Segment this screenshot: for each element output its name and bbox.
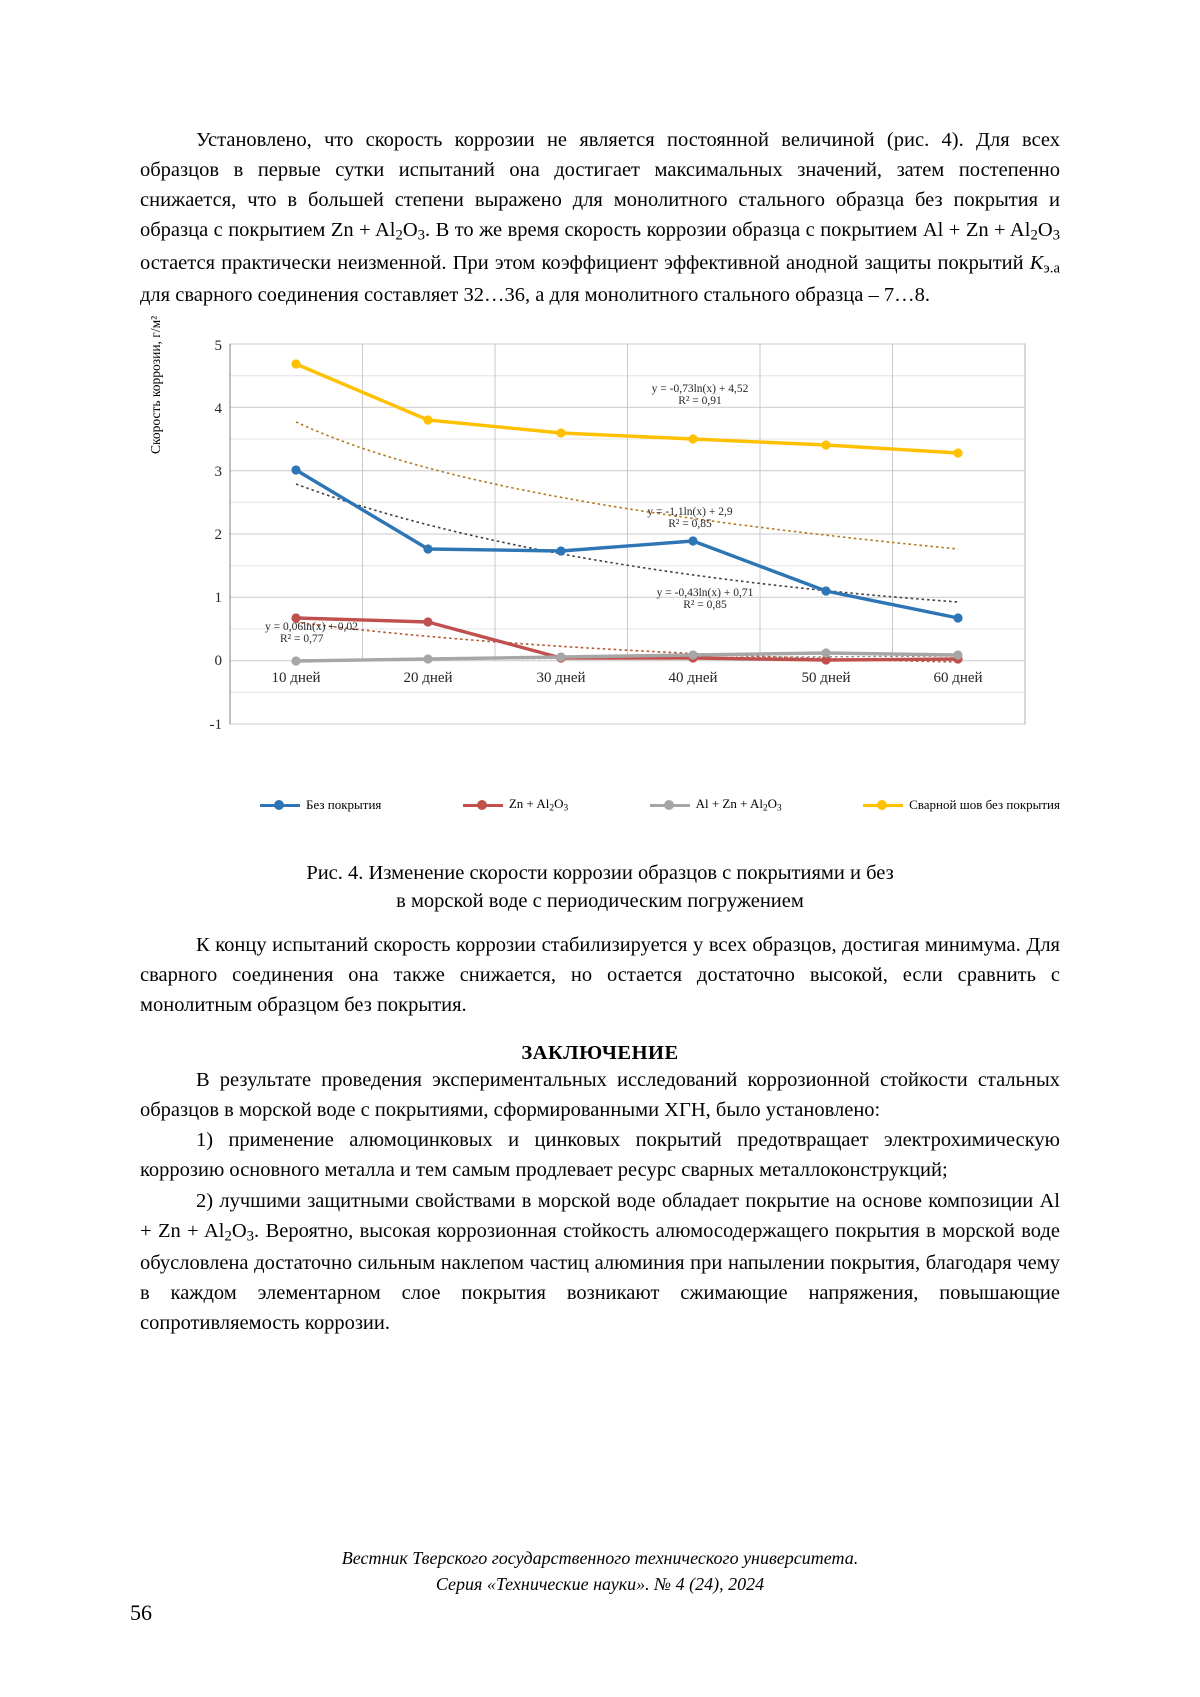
legend-label-al-zn-al2o3 [696, 796, 782, 813]
figure-caption [140, 860, 1060, 915]
paragraph-intro-part-c: . В то же время скорость коррозии образца с покрытием Al + Zn + Al [425, 219, 1031, 242]
legend-label-no-coating: Без покрытия [306, 796, 382, 812]
paragraph-intro-part-e: остается практически неизменной. При этом коэффициент эффективной анодной защиты покрытий [140, 251, 1030, 274]
conclusion-2-part-b: O [231, 1219, 247, 1242]
legend-zn-sub2: 3 [563, 803, 569, 814]
legend-zn-part-a: Zn + Al [508, 796, 550, 812]
article-body [140, 125, 1060, 1338]
legend-label-weld-seam: Сварной шов без покрытия [909, 796, 1060, 812]
trend-r2-grey: R² = 0,77 [280, 633, 324, 646]
legend-marker-grey [650, 800, 690, 810]
svg-text:50 дней: 50 дней [801, 670, 851, 687]
symbol-k: К [1029, 251, 1044, 274]
page-number: 56 [130, 1600, 152, 1625]
svg-text:3: 3 [214, 464, 222, 481]
legend-alzn-sub1: 2 [762, 803, 768, 814]
svg-text:2: 2 [214, 527, 222, 544]
conclusion-2-sub2: 3 [246, 1228, 255, 1245]
legend-marker-yellow [863, 800, 903, 810]
legend-item-no-coating [260, 797, 381, 813]
sub-3b: 3 [1052, 228, 1060, 245]
figure-4 [140, 316, 1060, 854]
sub-3: 3 [417, 228, 426, 245]
paragraph-intro-part-d: O [1037, 219, 1053, 242]
trend-equation-grey: y = 0,06ln(x) + 0,02 [265, 621, 358, 634]
paragraph-intro-part-a: Установлено, что скорость коррозии не является постоянной величиной (рис. 4). Для всех образцов в первые сутки испытаний она достигает максимальных значений, затем постепенно снижается, что в большей степени выражено для монолитного стального образца без покрытия и образца с покрытием Zn + Al [140, 129, 1060, 242]
svg-text:30 дней: 30 дней [536, 670, 586, 687]
chart-legend [260, 796, 1060, 813]
legend-item-weld-seam [863, 797, 1060, 813]
conclusion-2-part-c: . Вероятно, высокая коррозионная стойкость алюмосодержащего покрытия в морской воде обусловлена достаточно сильным наклепом частиц алюминия при напылении покрытия, благодаря чему в каждом элементарном слое покрытия возникают сжимающие напряжения, повышающие сопротивляемость коррозии. [140, 1219, 1060, 1335]
figure-caption-line-1: Рис. 4. Изменение скорости коррозии образцов с покрытиями и без [306, 862, 894, 885]
trend-r2-blue: R² = 0,85 [668, 518, 712, 531]
svg-text:20 дней: 20 дней [403, 670, 453, 687]
legend-marker-red [463, 800, 503, 810]
paragraph-conclusion-item-1: 1) применение алюмоцинковых и цинковых покрытий предотвращает электрохимическую коррозию основного металла и тем самым продлевает ресурс сварных металлоконструкций; [140, 1129, 1060, 1182]
svg-text:0: 0 [214, 653, 222, 670]
legend-alzn-part-b: O [767, 796, 778, 812]
trend-equation-blue: y = -1,1ln(x) + 2,9 [647, 506, 733, 519]
svg-text:60 дней: 60 дней [933, 670, 983, 687]
paragraph-stabilization: К концу испытаний скорость коррозии стабилизируется у всех образцов, достигая минимума. Для сварного соединения она также снижается, но остается достаточно высокой, если сравнить с монолитным образцом без покрытия. [140, 933, 1060, 1016]
legend-label-zn-al2o3 [509, 796, 568, 813]
trend-r2-red: R² = 0,85 [683, 599, 727, 612]
chart-y-axis-title: Скорость коррозии, г/м² [148, 316, 163, 455]
paragraph-conclusion-item-2 [140, 1186, 1060, 1339]
svg-text:5: 5 [214, 338, 222, 355]
legend-zn-sub1: 2 [549, 803, 555, 814]
paragraph-intro-part-b: O [402, 219, 418, 242]
symbol-k-subscript: э.а [1043, 260, 1060, 277]
paragraph-conclusion-intro: В результате проведения экспериментальных исследований коррозионной стойкости стальных образцов в морской воде с покрытиями, сформированными ХГН, было установлено: [140, 1069, 1060, 1122]
conclusion-2-sub1: 2 [224, 1228, 232, 1245]
trend-r2-yellow: R² = 0,91 [678, 395, 722, 408]
svg-text:-1: -1 [209, 717, 222, 734]
conclusion-heading: ЗАКЛЮЧЕНИЕ [521, 1042, 679, 1064]
paragraph-intro [140, 125, 1060, 310]
sub-2b: 2 [1030, 228, 1038, 245]
page-footer [140, 1545, 1060, 1597]
footer-issue: Серия «Технические науки». № 4 (24), 2024 [435, 1574, 765, 1595]
legend-alzn-sub2: 3 [777, 803, 782, 814]
svg-text:1: 1 [214, 590, 222, 607]
svg-text:10 дней: 10 дней [271, 670, 321, 687]
legend-alzn-part-a: Al + Zn + Al [695, 796, 763, 812]
figure-caption-line-2: в морской воде с периодическим погружением [396, 889, 804, 912]
legend-item-al-zn-al2o3 [650, 796, 782, 813]
legend-item-zn-al2o3 [463, 796, 568, 813]
paragraph-intro-part-f: для сварного соединения составляет 32…36, а для монолитного стального образца – 7…8. [140, 284, 930, 307]
sub-2: 2 [395, 228, 403, 245]
trend-equation-yellow: y = -0,73ln(x) + 4,52 [651, 383, 749, 396]
legend-zn-part-b: O [554, 796, 564, 812]
footer-journal-name: Вестник Тверского государственного технического университета. [341, 1548, 859, 1568]
corrosion-rate-line-chart [170, 334, 1050, 794]
trend-equation-red: y = -0,43ln(x) + 0,71 [656, 587, 754, 600]
conclusion-2-part-a: 2) лучшими защитными свойствами в морской воде обладает покрытие на основе композиции Al + Zn + Al [140, 1189, 1060, 1242]
legend-marker-blue [260, 800, 300, 810]
svg-text:4: 4 [214, 401, 222, 418]
chart-canvas [170, 334, 1050, 814]
svg-text:40 дней: 40 дней [668, 670, 718, 687]
